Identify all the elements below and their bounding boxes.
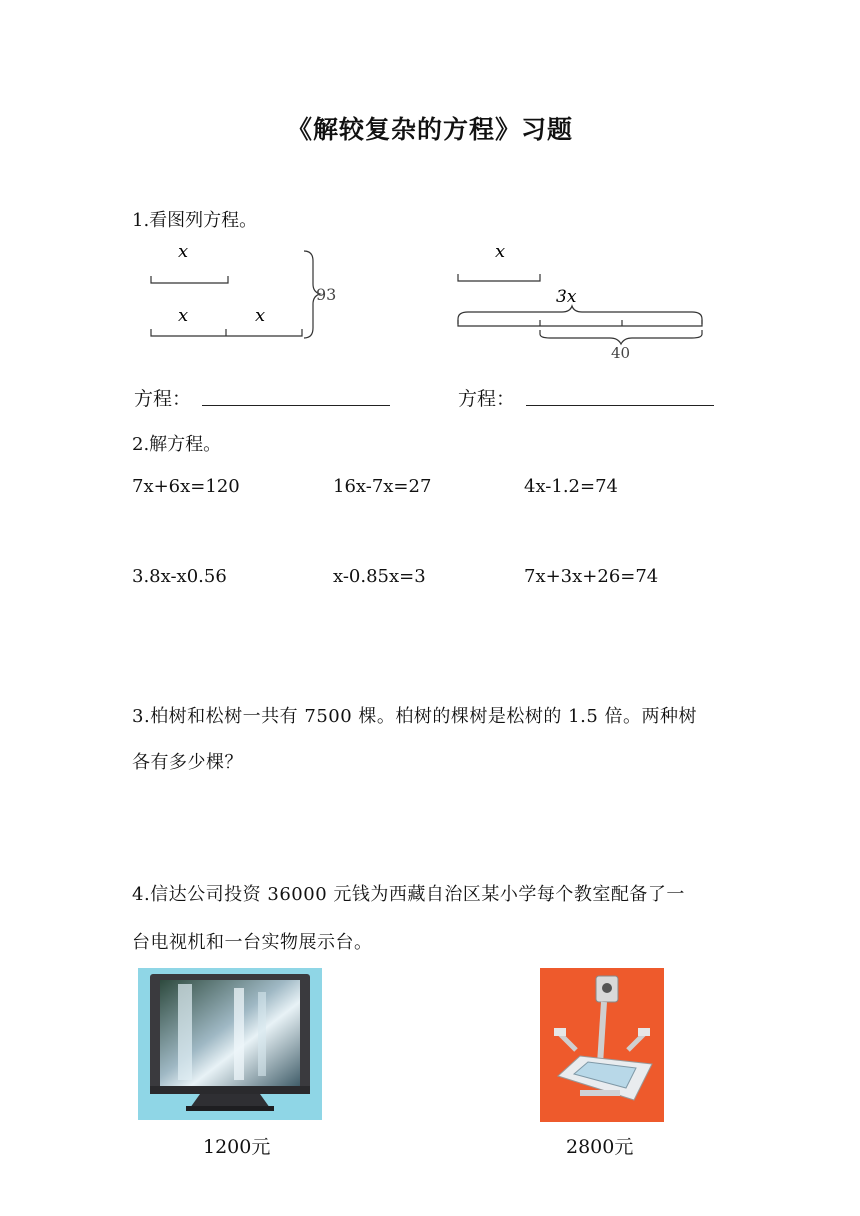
q2-equation: 16x-7x=27: [333, 476, 432, 497]
fig2-bottom-label: 40: [611, 344, 631, 362]
q4-text-line-1: 4.信达公司投资 36000 元钱为西藏自治区某小学每个教室配备了一: [132, 884, 685, 905]
q4-text-line-2: 台电视机和一台实物展示台。: [132, 932, 373, 953]
tv-price: 1200元: [203, 1136, 271, 1158]
q2-equation: 3.8x-x0.56: [132, 566, 227, 587]
q2-prompt: 2.解方程。: [132, 434, 222, 455]
fig2-top-brace: [458, 306, 702, 324]
q1-figure-2: [450, 236, 710, 366]
fig2-top-segment: [458, 274, 540, 281]
q2-equation: 7x+6x=120: [132, 476, 240, 497]
fig2-bottom-brace: [540, 330, 702, 344]
fig1-bottom-segment: [151, 329, 302, 336]
q2-equation: x-0.85x=3: [333, 566, 426, 587]
fig2-top-x-label: x: [495, 241, 506, 262]
q2-equation: 4x-1.2=74: [524, 476, 618, 497]
q1-answer-label-1: 方程：: [134, 388, 192, 410]
tv-image: [138, 968, 322, 1120]
projector-image: [540, 968, 664, 1122]
fig1-bottom-x-label-2: x: [255, 305, 266, 326]
q3-text-line-2: 各有多少棵？: [132, 752, 243, 773]
q1-answer-label-2: 方程：: [458, 388, 516, 410]
fig1-top-x-label: x: [178, 241, 189, 262]
fig2-segment-line: [458, 320, 702, 326]
fig1-total-label: 93: [316, 285, 337, 304]
page-title: 《解较复杂的方程》习题: [286, 115, 573, 144]
q1-figure-1: [140, 236, 350, 346]
q1-answer-blank-2[interactable]: [526, 404, 714, 406]
q2-equation: 7x+3x+26=74: [524, 566, 659, 587]
tv-icon: [138, 968, 322, 1120]
projector-price: 2800元: [566, 1136, 634, 1158]
q1-prompt: 1.看图列方程。: [132, 210, 258, 231]
fig2-brace-label: 3x: [556, 287, 577, 307]
document-camera-icon: [540, 968, 664, 1122]
fig1-bottom-x-label-1: x: [178, 305, 189, 326]
q1-answer-blank-1[interactable]: [202, 404, 390, 406]
q3-text-line-1: 3.柏树和松树一共有 7500 棵。柏树的棵树是松树的 1.5 倍。两种树: [132, 706, 697, 727]
fig1-top-segment: [151, 276, 228, 283]
